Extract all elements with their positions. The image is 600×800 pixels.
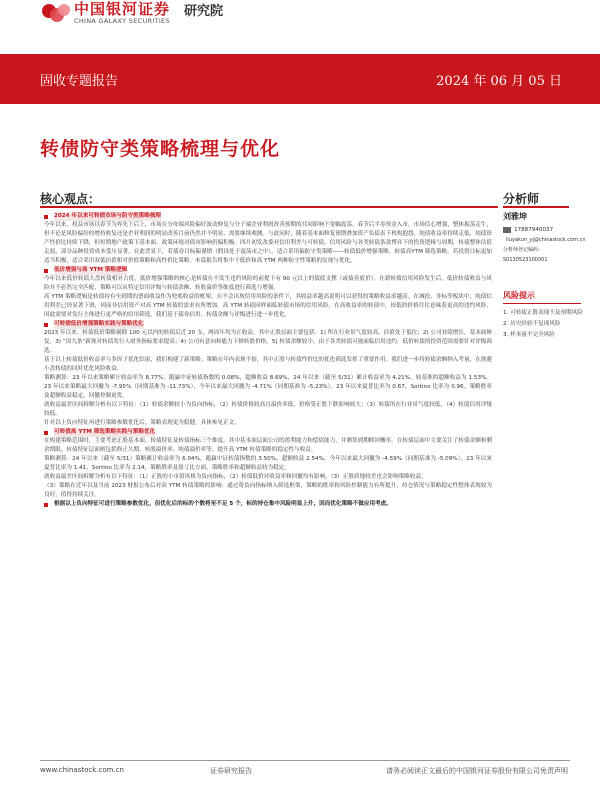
bullet-text: 低价增强与高 YTM 策略逻辑: [54, 267, 128, 273]
core-divider: [40, 206, 498, 208]
analyst-heading: 分析师: [503, 192, 540, 206]
core-bullet: [44, 212, 492, 221]
analyst-divider: [503, 206, 569, 208]
report-title: 转债防守类策略梳理与优化: [40, 138, 281, 160]
footer-disclaimer: 请务必阅读正文最后的中国银河证券股份有限公司免责声明: [386, 767, 568, 775]
core-paragraph: 针对以上负向特征再进行策略参数优化后，策略表现更为稳健，具体参见正文。: [44, 420, 240, 426]
core-paragraph: 今年以来低价转债大盘转债相对占优。低价增强策略的核心是转债在不发生违约风险的前提下有 90 元以上的债底支撑（或债券底价）。在新转债信用风险发生后，低价转债收益与风险并不必然完全匹配，策略可以从特定信用评级与转债余额、转股溢价等维度进行筛选与增强。: [44, 276, 492, 291]
report-banner: [0, 54, 600, 104]
bullet-icon: [44, 269, 48, 273]
bullet-text: 2024 年以来可转债市场与防守类策略梳理: [54, 213, 162, 219]
risk-list: [503, 308, 591, 341]
core-paragraph: 策略测算：24 年以来（截至 5/31）策略累计收益率为 6.04%，跑赢中证转债指数的 3.50%，超额收益 2.54%。今年以来最大回撤为 -4.59%（同期基准为 -5.09%），23 年以来夏普比率为 1.41，Sortino 比率为 2.14，策略胜率及盈亏比方面，策略胜率和超额收益较为稳定。: [44, 456, 492, 471]
core-content: [44, 212, 492, 509]
footer-website[interactable]: www.chinastock.com.cn: [40, 766, 124, 774]
analyst-panel: [503, 212, 586, 265]
bullet-text: 可转债低价增强策略实践与策略优化: [54, 321, 144, 327]
bullet-text: 可转债高 YTM 筛选策略实践与策略优化: [54, 429, 156, 435]
footer-label: 证券研究报告: [210, 767, 252, 775]
core-paragraph: （3）策略在近年以及当前 2023 财报公布后对高 YTM 转债策略的影响：通过将负向指标纳入筛选框架，策略的胜率和风险控制能力有所提升，持仓情况与策略稳定性整体表现较为良好，值得持续关注。: [44, 483, 492, 498]
phone-icon: [503, 227, 511, 233]
logo-chinese: 中国银河证券: [74, 0, 171, 18]
core-paragraph: 在构建策略范围时，主要考虑正股基本面、转债特征及转债指标三个维度。其中基本面层面公司的盈利能力和偿债能力，并测算到期赎回概率。在转债层面中主要关注了转债余额和剩余期限，转债特征层面则包括修正久期、转股溢价率、纯债溢价率等，提升高 YTM 转债策略的稳定性与收益。: [44, 438, 492, 453]
core-paragraph: 基于以上转债低价收益率与多因子优化结果，我们构建了新策略；策略在年内表现不俗，其中正股与转债性价比的优化筛选发挥了重要作用。我们进一步将转债余额纳入考量，在规避小盘转债的同时优化风险收益。: [44, 357, 492, 372]
core-paragraph: 策略测算：23 年以来策略累计收益率为 8.77%，跑赢中证转债指数的 0.08%，超额收益 8.69%，24 年以来（截至 5/31）累计收益率为 4.21%，较基准的超额收益为 1.53%。23 年以来策略最大回撤为 -7.95%（同期基准为 -11.73%），今年以来最大回撤为 -4.71%（同期基准为 -5.23%）。23 年以来夏普比率为 0.67，Sortino 比率为 0.96。策略胜率及超额收益稳定，回撤控制更优。: [44, 375, 492, 399]
footer-divider: [40, 760, 570, 761]
institute-label: 研究院: [184, 3, 224, 19]
analyst-phone-row: [503, 225, 581, 235]
logo-english: CHINA GALAXY SECURITIES: [74, 17, 170, 25]
analyst-email-row[interactable]: [503, 235, 586, 245]
core-paragraph: 2023 年以来，转债低价策略剔除 100 元以内的转债后近 20 支，两周年均为正收益，其中正股层面主要包括：1) 所在行业景气度较高、估值处于低位；2) 公司业绩增长，基本面修复，3) “国九条”新规对转债发行人财务指标要求提高；4) 公司有意向和能力下修转股价格，5) 转债余额较小。由于各类转债可能面临信用违约，低价转债的投资范围需要针对评级筛选。: [44, 330, 492, 354]
bullet-icon: [44, 323, 48, 327]
report-type: 固收专题报告: [40, 74, 119, 89]
analyst-email[interactable]: liuyakun_yj@chinastock.com.cn: [506, 237, 586, 243]
report-date: 2024 年 06 月 05 日: [436, 74, 562, 89]
logo-mark-icon: [40, 0, 74, 26]
risk-divider: [503, 303, 581, 304]
core-heading: 核心观点：: [40, 192, 101, 206]
core-paragraph: 今年以来，权益市场以春节为界先下后上，市场在分母端风险偏好波动修复与分子端企业利润改善预期的共同影响下宽幅震荡。春节后半券资金入市，市场信心增强，整体振荡走牛，但不论是风险偏好的增持收复还是企业利润的明显改善目前仍然并不明显，需要继续观测。与此同时，随着基本面修复预期叠加资产负债表下机构抱怨，纯债收益率持续走低，纯债资产性价比持续下降，但短期地产政策下基本面、政策环境对债市影响仍偏积极。四月初发改委对信用利差与可转债，信用风险与各类转债条款博弈下的投资逻辑与周期，转债整体估值走弱，部分品种投资成本受压显著。在此背景下，若债券目标偏谨慎（假设处于震荡市之中），适合采用偏防守类策略——转债低价增强策略、转债高YTM 筛选策略。若投资目标更加适当积极，适合采用双低估值相对价值策略和高性价比策略。本篇报告将集中于低价和高 YTM 两种防守性策略的实现与优化。: [44, 222, 492, 264]
bullet-icon: [44, 503, 48, 507]
core-paragraph: 就收益最差区间拆解分析有以下特征：（1）正股的小市值风格为负向指标，（2）转债低价对收益率和回撤均有影响，（3）正股质地较差也会影响策略收益。: [44, 474, 427, 480]
bullet-text: 根据以上负向特征可进行策略参数优化，但优化后的标的个数将至不足 5 个，标的持仓集中风险明显上升，因而优化策略不做应用考虑。: [54, 501, 392, 507]
core-paragraph: 高 YTM 策略逻辑是转债持有至到期的票面收益作为兜底收益的框架。在不会出现信用风险的条件下，其收益率越高说明可以获得的策略收益率越高。在城投、非标等板块中，纯债信用利差已经显著下滑，因而非信用资产对高 YTM 转债的需求有所增加。高 YTM 转债同样面临转债市场的信用风险，在高收益率的转债中，较低的价格往往意味着更高的违约风险，因此需要对发行主体进行更严格的信用筛选，我们基于债券信用、转债余额与评级进行进一步优化。: [44, 294, 492, 318]
core-paragraph: 就收益最差区间拆解分析有以下特征：（1）转债余额较小为负向指标，（2）转债价格较高且溢价率低，价格受正股下跌影响较大；（3）转债所在行业景气度较低，（4）转债信用评级较低。: [44, 402, 492, 417]
risk-item: 2. 历史经验不复现风险: [503, 321, 561, 327]
company-logo: [40, 0, 223, 26]
core-bullet: [44, 428, 492, 437]
core-bullet: [44, 320, 492, 329]
analyst-name: 刘雅坤: [503, 212, 527, 221]
bullet-icon: [44, 215, 48, 219]
bullet-icon: [44, 431, 48, 435]
risk-heading: 风险提示: [503, 291, 535, 300]
core-bullet: [44, 500, 492, 509]
core-bullet: [44, 266, 492, 275]
risk-item: 3. 样本量不完全风险: [503, 332, 555, 338]
analyst-cert: 分析师登记编码：S0130523100001: [503, 247, 548, 263]
analyst-phone: 17887940037: [514, 227, 554, 233]
risk-item: 1. 可转债正股表现不及预期风险: [503, 310, 583, 316]
